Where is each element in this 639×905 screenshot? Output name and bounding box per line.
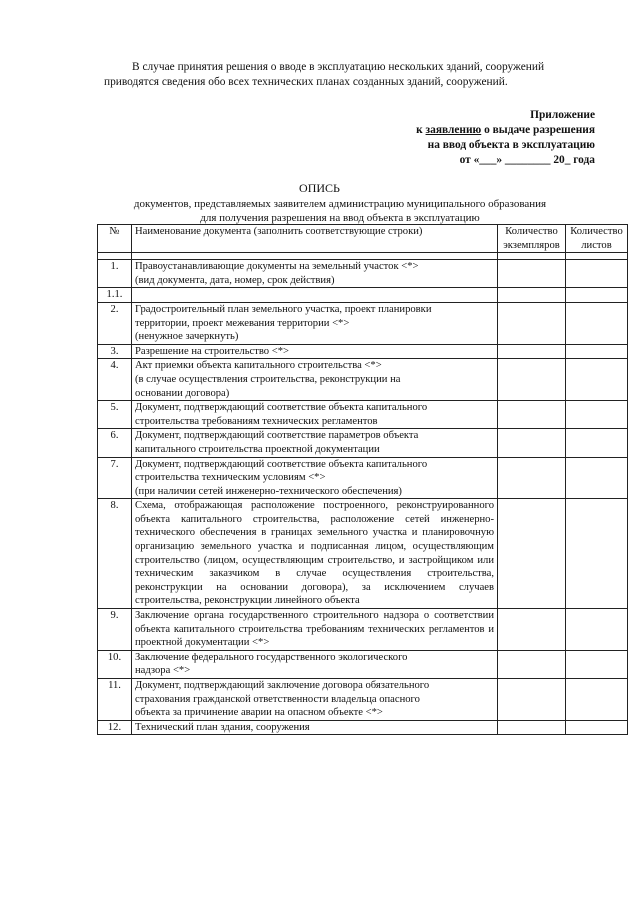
opis-subtitle-line-2: для получения разрешения на ввод объекта в эксплуатацию	[200, 212, 480, 224]
document-name-line: Документ, подтверждающий соответствие объекта капитального	[135, 402, 428, 414]
document-name-line: Градостроительный план земельного участка, проект планировки	[135, 303, 432, 315]
row-number: 6.	[98, 429, 132, 457]
row-number: 1.	[98, 260, 132, 288]
intro-line-1: В случае принятия решения о вводе в эксплуатацию нескольких зданий, сооружений	[132, 61, 545, 73]
copies-cell[interactable]	[498, 457, 566, 499]
appendix-header	[416, 108, 595, 168]
document-name-line: Технический план здания, сооружения	[135, 721, 310, 733]
table-header-row	[98, 225, 628, 253]
sheets-cell[interactable]	[566, 720, 628, 735]
document-name	[132, 302, 498, 344]
document-name-line: основании договора)	[135, 387, 230, 399]
document-name-line: Документ, подтверждающий соответствие объекта капитального	[135, 458, 428, 470]
opis-subtitle	[90, 197, 590, 225]
document-name	[132, 288, 498, 303]
document-name: Заключение органа государственного строительного надзора о соответствии объекта капитального строительства требованиям технических регламентов и проектной документации <*>	[132, 609, 498, 651]
row-number: 11.	[98, 679, 132, 721]
header-name: Наименование документа (заполнить соответствующие строки)	[132, 225, 498, 253]
table-row	[98, 720, 628, 735]
row-number: 9.	[98, 609, 132, 651]
document-name-line: Акт приемки объекта капитального строительства <*>	[135, 360, 382, 372]
sheets-cell[interactable]	[566, 260, 628, 288]
document-name-line: надзора <*>	[135, 665, 191, 677]
document-name-line: Заключение федерального государственного экологического	[135, 651, 408, 663]
document-name-line: (вид документа, дата, номер, срок действия)	[135, 274, 335, 286]
document-name	[132, 359, 498, 401]
table-row	[98, 457, 628, 499]
row-number: 12.	[98, 720, 132, 735]
row-number: 3.	[98, 344, 132, 359]
document-name	[132, 679, 498, 721]
copies-cell[interactable]	[498, 499, 566, 609]
table-row	[98, 344, 628, 359]
row-number: 5.	[98, 401, 132, 429]
copies-cell[interactable]	[498, 302, 566, 344]
table-row	[98, 609, 628, 651]
row-number: 4.	[98, 359, 132, 401]
document-name-line: Документ, подтверждающий заключение договора обязательного	[135, 680, 430, 691]
header-sheets: Количество листов	[566, 225, 628, 253]
row-number: 10.	[98, 650, 132, 678]
document-name	[132, 720, 498, 735]
copies-cell[interactable]	[498, 429, 566, 457]
document-name-line: (ненужное зачеркнуть)	[135, 331, 239, 343]
document-name	[132, 457, 498, 499]
document-name-line: Разрешение на строительство <*>	[135, 345, 289, 357]
document-name	[132, 260, 498, 288]
document-name-line: территории, проект межевания территории <*>	[135, 317, 350, 329]
sheets-cell[interactable]	[566, 457, 628, 499]
document-name-line: строительства техническим условиям <*>	[135, 472, 326, 484]
copies-cell[interactable]	[498, 679, 566, 721]
table-row	[98, 302, 628, 344]
copies-cell[interactable]	[498, 401, 566, 429]
sheets-cell[interactable]	[566, 344, 628, 359]
copies-cell[interactable]	[498, 650, 566, 678]
document-name	[132, 650, 498, 678]
sheets-cell[interactable]	[566, 288, 628, 303]
sheets-cell[interactable]	[566, 429, 628, 457]
sheets-cell[interactable]	[566, 401, 628, 429]
appendix-line-2: на ввод объекта в эксплуатацию	[427, 139, 595, 151]
table-row	[98, 650, 628, 678]
header-copies: Количество экземпляров	[498, 225, 566, 253]
table-row	[98, 260, 628, 288]
document-name-line: строительства требованиям технических регламентов	[135, 415, 378, 427]
header-num: №	[98, 225, 132, 253]
row-number: 2.	[98, 302, 132, 344]
table-row	[98, 288, 628, 303]
document-name-line: Правоустанавливающие документы на земельный участок <*>	[135, 261, 419, 273]
table-spacer-row	[98, 253, 628, 260]
document-name	[132, 344, 498, 359]
row-number: 7.	[98, 457, 132, 499]
copies-cell[interactable]	[498, 288, 566, 303]
documents-table	[97, 224, 628, 735]
copies-cell[interactable]	[498, 344, 566, 359]
document-name-line: капитального строительства проектной документации	[135, 443, 380, 455]
document-name-line: (при наличии сетей инженерно-технического обеспечения)	[135, 485, 402, 497]
document-name: Схема, отображающая расположение построенного, реконструированного объекта капитального строительства, расположение сетей инженерно-технического обеспечения в границах земельного участка и планировочную организацию земельного участка и подписанная лицом, осуществляющим строительство (лицом, осуществляющим строительство, и застройщиком или техническим заказчиком в случае осуществления строительства, реконструкции на основании договора), за исключением случаев строительства, реконструкции линейного объекта	[132, 499, 498, 609]
document-name-line: объекта за причинение аварии на опасном объекте <*>	[135, 707, 383, 719]
application-link[interactable]: заявлению	[425, 124, 482, 136]
intro-note	[104, 60, 604, 90]
document-name-line: Документ, подтверждающий соответствие параметров объекта	[135, 430, 419, 442]
opis-title: ОПИСЬ	[299, 181, 340, 195]
copies-cell[interactable]	[498, 609, 566, 651]
sheets-cell[interactable]	[566, 302, 628, 344]
copies-cell[interactable]	[498, 359, 566, 401]
sheets-cell[interactable]	[566, 499, 628, 609]
table-row	[98, 499, 628, 609]
appendix-line-3: от «___» ________ 20_ года	[459, 154, 595, 166]
row-number: 1.1.	[98, 288, 132, 303]
document-name-line: страхования гражданской ответственности владельца опасного	[135, 693, 420, 705]
table-row	[98, 359, 628, 401]
appendix-title: Приложение	[530, 109, 595, 121]
row-number: 8.	[98, 499, 132, 609]
appendix-line-1: к заявлению о выдаче разрешения	[416, 124, 595, 136]
sheets-cell[interactable]	[566, 359, 628, 401]
intro-line-2: приводятся сведения обо всех технических планах созданных зданий, сооружений.	[104, 76, 508, 88]
document-name-line: (в случае осуществления строительства, реконструкции на	[135, 373, 401, 385]
opis-subtitle-line-1: документов, представляемых заявителем администрацию муниципального образования	[133, 198, 547, 210]
copies-cell[interactable]	[498, 720, 566, 735]
document-name	[132, 401, 498, 429]
document-name-line	[135, 288, 494, 302]
sheets-cell[interactable]	[566, 609, 628, 651]
copies-cell[interactable]	[498, 260, 566, 288]
sheets-cell[interactable]	[566, 650, 628, 678]
table-row	[98, 679, 628, 721]
table-row	[98, 401, 628, 429]
sheets-cell[interactable]	[566, 679, 628, 721]
table-row	[98, 429, 628, 457]
document-name	[132, 429, 498, 457]
